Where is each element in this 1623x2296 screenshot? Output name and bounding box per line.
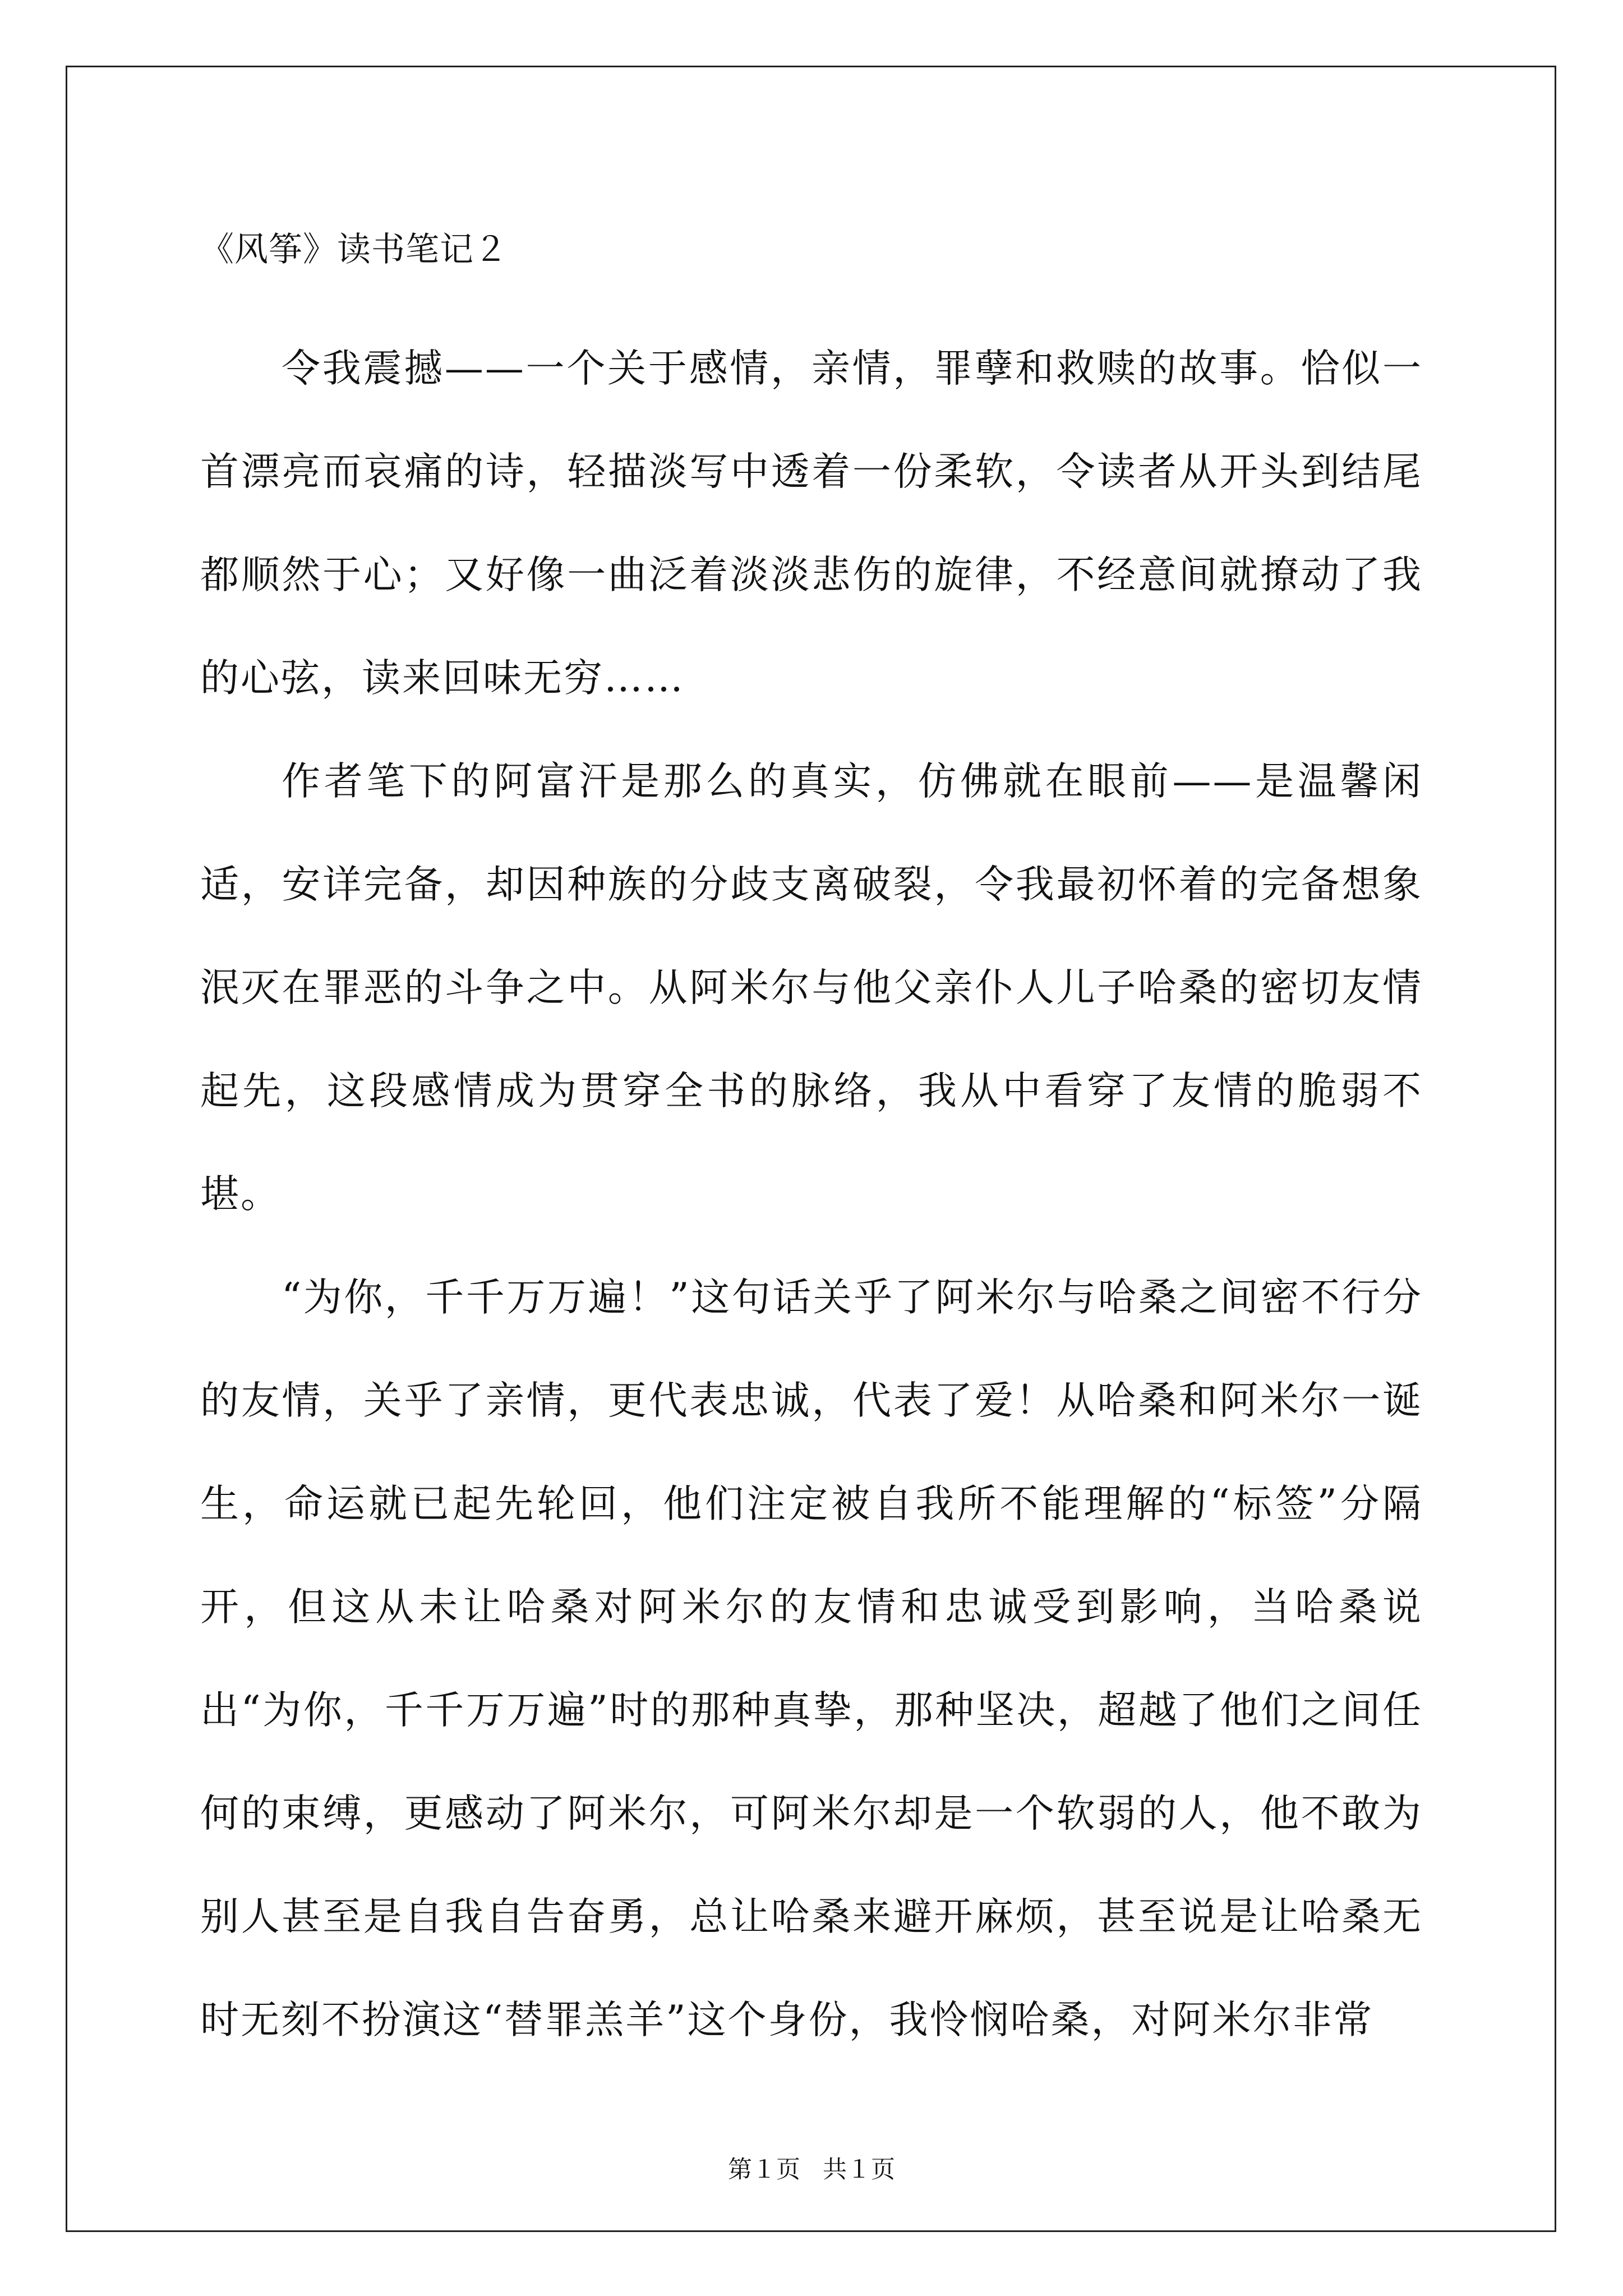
- document-body: [200, 317, 1423, 2072]
- page-number: 第１页: [728, 2156, 800, 2184]
- paragraph-1: 令我震撼——一个关于感情，亲情，罪孽和救赎的故事。恰似一首漂亮而哀痛的诗，轻描淡写中透着一份柔软，令读者从开头到结尾都顺然于心；又好像一曲泛着淡淡悲伤的旋律，不经意间就撩动了我的心弦，读来回味无穷……: [200, 346, 1423, 701]
- document-title: 《风筝》读书笔记２: [200, 230, 508, 269]
- paragraph-3: “为你，千千万万遍！”这句话关乎了阿米尔与哈桑之间密不行分的友情，关乎了亲情，更代表忠诚，代表了爱！从哈桑和阿米尔一诞生，命运就已起先轮回，他们注定被自我所不能理解的“标签”分隔开，但这从未让哈桑对阿米尔的友情和忠诚受到影响，当哈桑说出“为你，千千万万遍”时的那种真挚，那种坚决，超越了他们之间任何的束缚，更感动了阿米尔，可阿米尔却是一个软弱的人，他不敢为别人甚至是自我自告奋勇，总让哈桑来避开麻烦，甚至说是让哈桑无时无刻不扮演这“替罪羔羊”这个身份，我怜悯哈桑，对阿米尔非常: [200, 1275, 1423, 2042]
- page-footer: [0, 2153, 1623, 2187]
- page-total: 共１页: [823, 2156, 895, 2184]
- paragraph-2: 作者笔下的阿富汗是那么的真实，仿佛就在眼前——是温馨闲适，安详完备，却因种族的分歧支离破裂，令我最初怀着的完备想象泯灭在罪恶的斗争之中。从阿米尔与他父亲仆人儿子哈桑的密切友情起先，这段感情成为贯穿全书的脉络，我从中看穿了友情的脆弱不堪。: [200, 759, 1423, 1217]
